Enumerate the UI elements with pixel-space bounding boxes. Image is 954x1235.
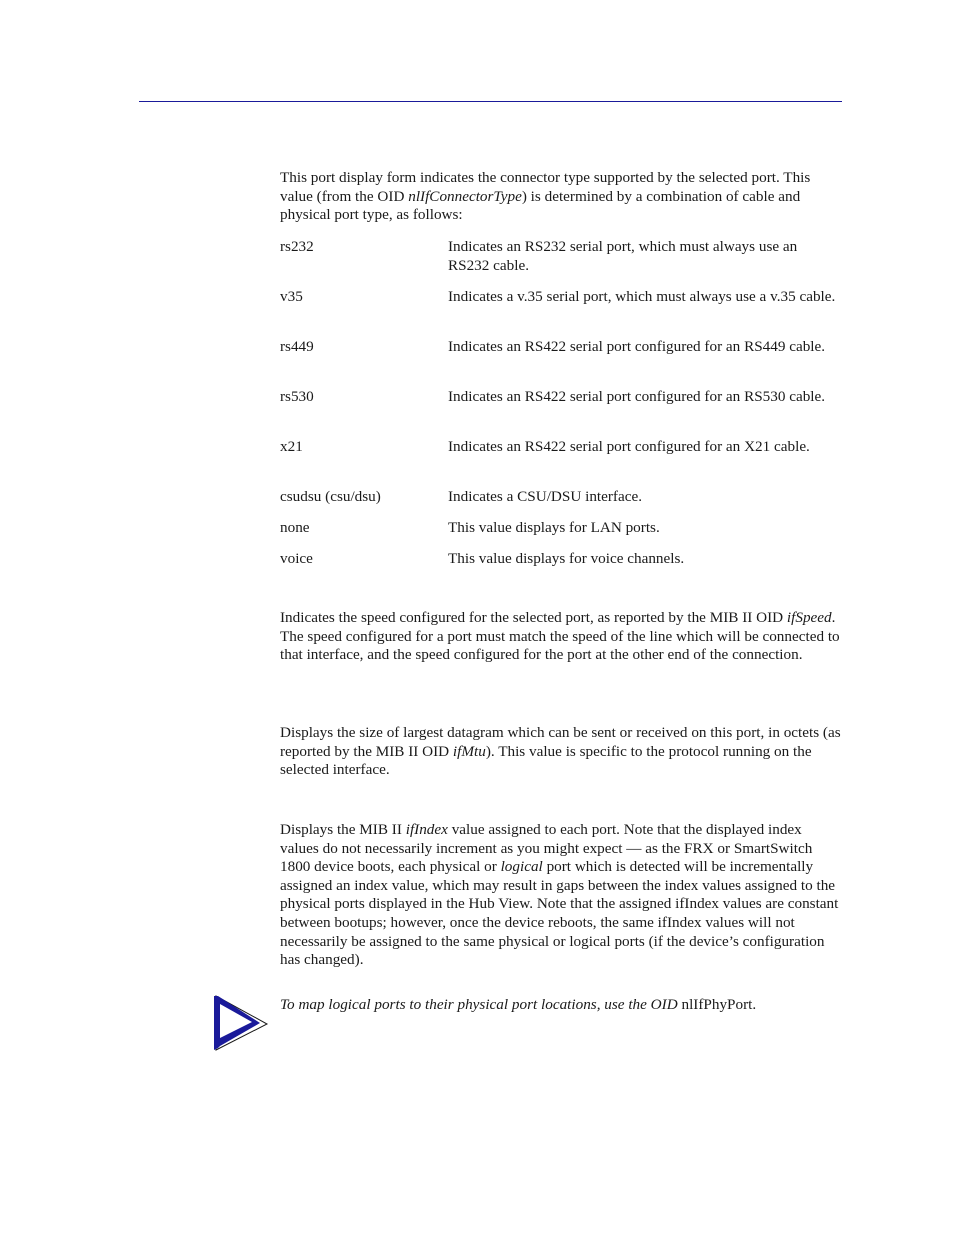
mtu-text-1: Displays the size of largest datagram which can be sent or received on this port, in octets (as reported by the MIB II OID	[280, 724, 841, 760]
connector-term: rs530	[280, 388, 314, 405]
connector-desc: This value displays for LAN ports.	[448, 519, 660, 536]
connector-desc: Indicates a v.35 serial port, which must always use a v.35 cable.	[448, 288, 836, 305]
connector-desc: Indicates an RS422 serial port configured for an RS530 cable.	[448, 388, 826, 405]
mtu-oid: ifMtu	[452, 742, 486, 760]
connector-intro-paragraph	[280, 169, 842, 225]
mtu-paragraph	[280, 724, 842, 780]
connector-desc: Indicates an RS422 serial port configured for an RS449 cable.	[448, 338, 826, 355]
index-paragraph	[280, 821, 842, 970]
intro-text-2: ) is determined by a combination of cable and physical port type, as follows:	[280, 187, 801, 224]
connector-desc: Indicates an RS422 serial port configured for an X21 cable.	[448, 438, 810, 455]
index-text-3: port which is detected will be incrementally assigned an index value, which may result in gaps between the index values assigned to the physical ports displayed in the Hub View. Note that the assigned ifIndex values are constant between bootups; however, once the device reboots, the same ifIndex values will not necessarily be assigned to the same physical or logical ports (if the device’s configuration has changed).	[280, 858, 839, 969]
connector-term: none	[280, 519, 310, 536]
index-emphasis: logical	[500, 858, 543, 876]
intro-text-1: This port display form indicates the connector type supported by the selected port. This value (from the OID	[280, 169, 811, 205]
connector-desc: Indicates an RS232 serial port, which must always use an RS232 cable.	[448, 238, 798, 274]
note-oid: nlIfPhyPort	[681, 996, 753, 1013]
connector-term: voice	[280, 550, 313, 567]
speed-text-2: . The speed configured for a port must match the speed of the line which will be connected to that interface, and the speed configured for the port at the other end of the connection.	[280, 609, 840, 664]
mtu-text-2: ). This value is specific to the protocol running on the selected interface.	[280, 742, 812, 779]
connector-desc: Indicates a CSU/DSU interface.	[448, 488, 643, 505]
index-text-2: value assigned to each port. Note that the displayed index values do not necessarily increment as you might expect — as the FRX or SmartSwitch 1800 device boots, each physical or	[280, 821, 813, 876]
note-text	[280, 996, 842, 1015]
intro-oid: nlIfConnectorType	[408, 187, 522, 205]
note-text-body: To map logical ports to their physical port locations, use the OID	[280, 996, 682, 1013]
connector-term: rs232	[280, 238, 314, 255]
note-triangle-icon	[212, 994, 270, 1052]
speed-paragraph	[280, 609, 842, 665]
connector-desc: This value displays for voice channels.	[448, 550, 685, 567]
index-text-1: Displays the MIB II	[280, 821, 406, 838]
speed-text-1: Indicates the speed configured for the selected port, as reported by the MIB II OID	[280, 609, 787, 626]
connector-term: csudsu (csu/dsu)	[280, 488, 381, 505]
note-period: .	[752, 996, 757, 1013]
header-rule	[139, 101, 842, 102]
connector-term: x21	[280, 438, 303, 455]
connector-term: v35	[280, 288, 303, 305]
connector-term: rs449	[280, 338, 314, 355]
speed-oid: ifSpeed	[786, 609, 832, 626]
index-oid: ifIndex	[405, 821, 448, 838]
